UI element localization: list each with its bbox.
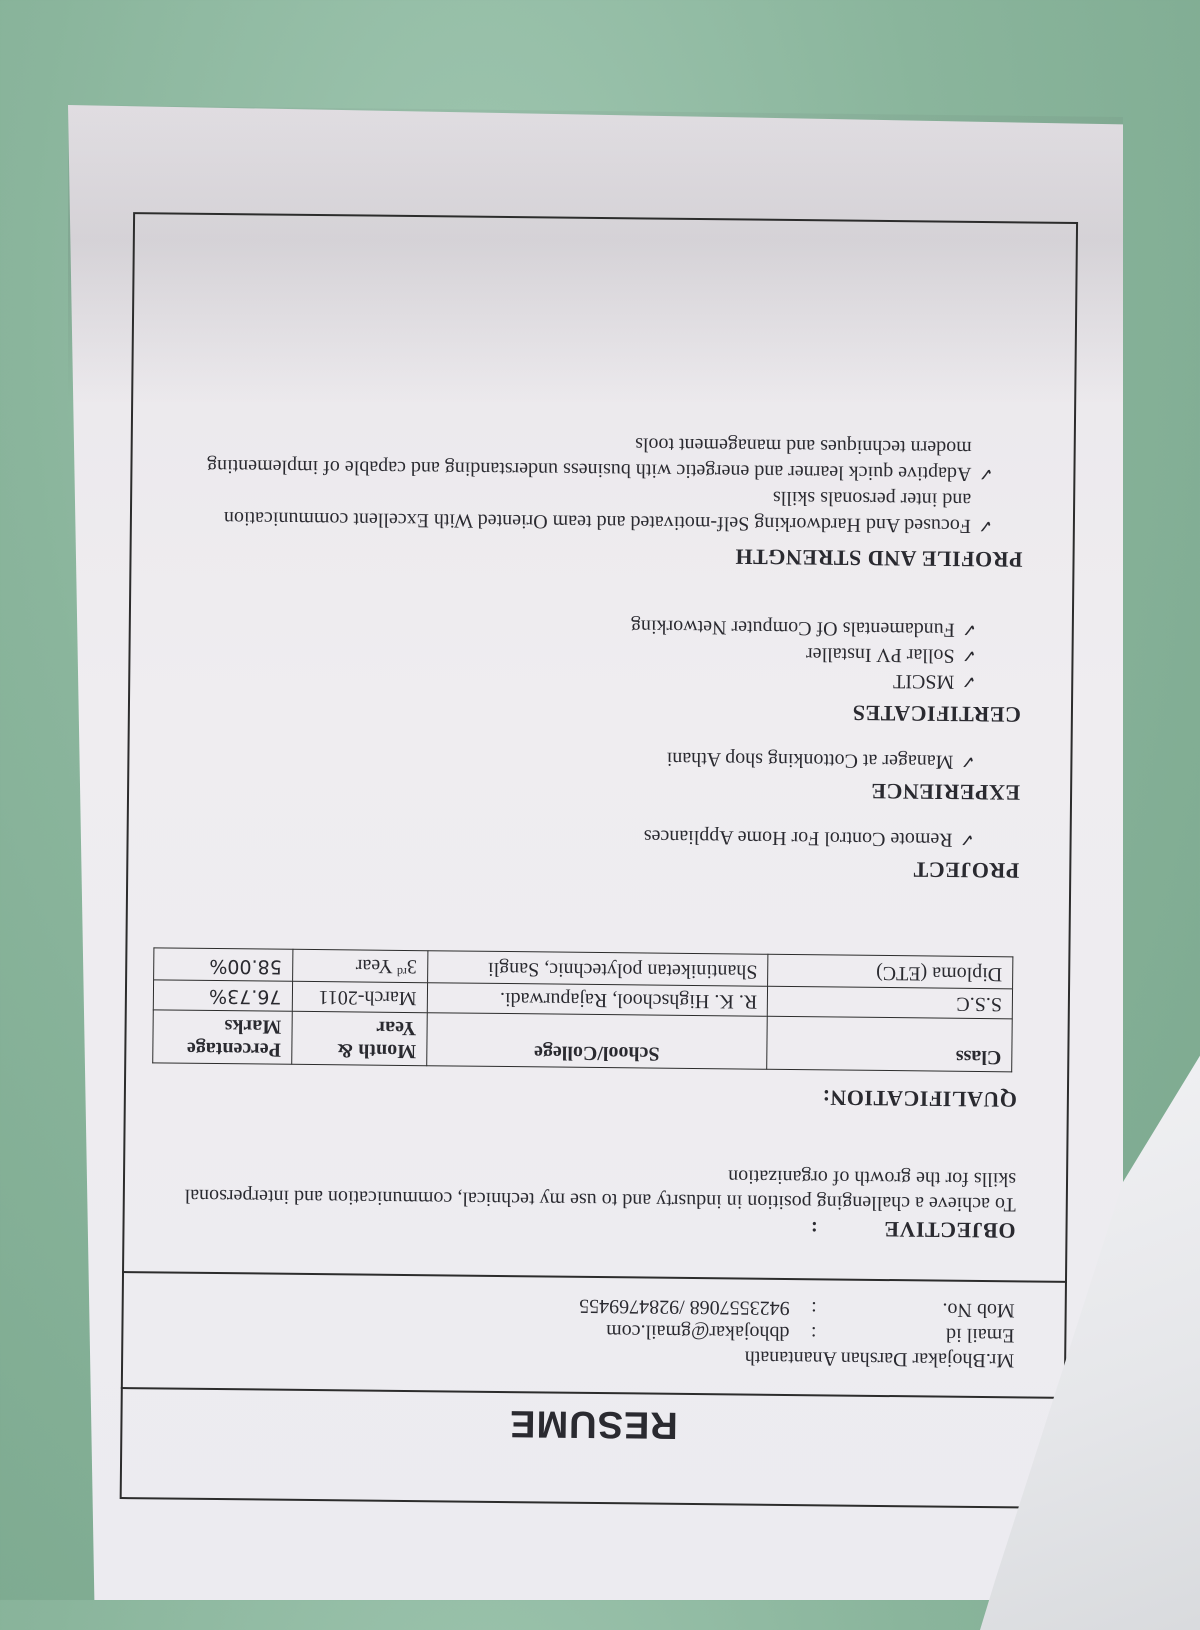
row-2-year-suffix: rd: [396, 964, 407, 979]
row-2-marks: 58.00%: [154, 948, 293, 981]
check-icon: ✓: [961, 618, 977, 640]
objective-heading: OBJECTIVE: [883, 1216, 1016, 1244]
resume-title: RESUME: [508, 1402, 678, 1446]
certificate-item-text: Sollar PV Installer: [805, 643, 955, 667]
project-heading: PROJECT: [912, 857, 1020, 884]
column-marks: Percentage Marks: [153, 1010, 292, 1064]
objective-line-1: To achieve a challenging position in indusrty and to use my technical, communication and interpersonal: [184, 1184, 1016, 1216]
column-year: Month & Year: [291, 1011, 427, 1065]
certificate-item-text: Fundamentals Of Computer Networking: [630, 615, 955, 641]
column-class: Class: [767, 1016, 1012, 1072]
email-separator: :: [810, 1322, 817, 1345]
row-1-marks: 76.73%: [153, 980, 292, 1011]
row-2-year-word: Year: [355, 954, 393, 978]
qualification-heading: QUALIFICATION:: [821, 1085, 1018, 1113]
row-2-year: [292, 950, 427, 983]
qualification-table: [152, 948, 1013, 1073]
candidate-name: Mr.Bhojakar Darshan Anantanath: [744, 1346, 1015, 1372]
certificate-item-text: MSCIT: [893, 670, 955, 693]
email-value: dbhojakar@gmail.com: [605, 1320, 790, 1345]
row-2-school: Shantiniketan polytechnic, Sangli: [427, 951, 768, 986]
email-label: Email id: [945, 1323, 1015, 1347]
profile-item-continuation: modern techniques and management tools: [635, 433, 972, 459]
profile-heading: PROFILE AND STRENGTH: [734, 544, 1023, 573]
row-1-year: March-2011: [292, 981, 427, 1012]
experience-item-text: Manager at Cottonking shop Athani: [666, 747, 954, 773]
certificate-item: [631, 613, 977, 642]
check-icon: ✓: [978, 462, 994, 485]
objective-line-2: skills for the growth of organization: [728, 1165, 1017, 1191]
check-icon: ✓: [961, 670, 977, 692]
project-item: [644, 823, 975, 851]
row-1-school: R. K. Highschool, Rajapurwadi.: [427, 983, 768, 1017]
mobile-label: Mob No.: [942, 1298, 1015, 1322]
objective-separator: :: [810, 1217, 818, 1240]
check-icon: ✓: [959, 828, 975, 850]
check-icon: ✓: [977, 514, 994, 537]
profile-item-text: Focused And Hardworking Self-motivated and team Oriented With Excellent communication: [223, 507, 972, 537]
project-item-text: Remote Control For Home Appliances: [643, 825, 953, 851]
table-header-row: [153, 1010, 1013, 1072]
check-icon: ✓: [961, 644, 977, 666]
experience-heading: EXPERIENCE: [870, 778, 1021, 806]
profile-item-continuation: and inter personals skills: [772, 486, 972, 511]
check-icon: ✓: [960, 750, 976, 772]
profile-item-text: Adaptive quick learner and energetic with business understanding and capable of implementing: [206, 454, 972, 485]
row-2-year-number: 3: [406, 955, 418, 978]
row-2-class: Diploma (ETC): [768, 955, 1013, 989]
row-1-class: S.S.C: [767, 986, 1012, 1019]
column-school: School/College: [426, 1013, 767, 1070]
certificate-item: [806, 641, 977, 668]
mobile-separator: :: [811, 1297, 817, 1320]
certificate-item: [893, 668, 976, 694]
mobile-value: 9423557068 /9284769455: [579, 1294, 790, 1320]
certificates-heading: CERTIFICATES: [852, 700, 1022, 728]
experience-item: [667, 746, 976, 774]
